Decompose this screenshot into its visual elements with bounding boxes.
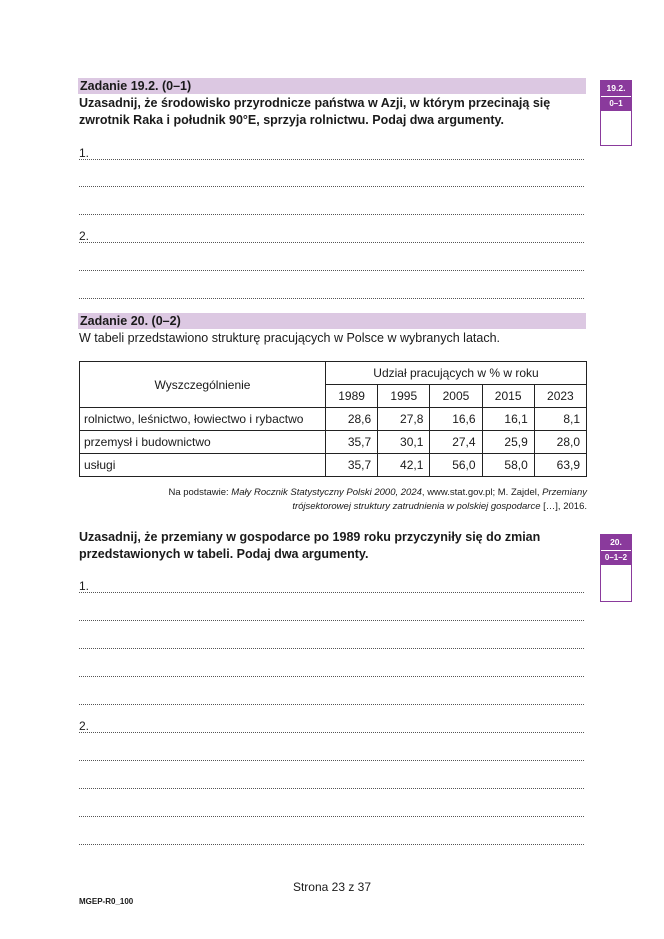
answer-line-20-1[interactable] (79, 579, 584, 593)
table-group-header: Udział pracujących w % w roku (326, 362, 587, 385)
task-19-2-header: Zadanie 19.2. (0–1) (78, 78, 586, 94)
source-title-2a: Przemiany (542, 487, 587, 498)
table-row (80, 454, 587, 477)
answer-line[interactable] (79, 775, 584, 789)
table-cell: 16,6 (430, 408, 482, 431)
source-mid: , www.stat.gov.pl; M. Zajdel, (421, 487, 543, 498)
row-label: usługi (80, 454, 326, 477)
source-prefix: Na podstawie: (168, 487, 232, 498)
year-header: 1989 (326, 385, 378, 408)
answer-line[interactable] (79, 831, 584, 845)
task-20-question: Uzasadnij, że przemiany w gospodarce po 1989 roku przyczyniły się do zmian przedstawionych w tabeli. Podaj dwa argumenty. (79, 530, 541, 561)
answer-line[interactable] (79, 747, 584, 761)
table-cell: 16,1 (482, 408, 534, 431)
answer-line[interactable] (79, 635, 584, 649)
answer-line-19-2[interactable] (79, 229, 584, 243)
table-source (79, 486, 587, 514)
score-range: 0–1–2 (601, 550, 631, 565)
task-19-2-question: Uzasadnij, że środowisko przyrodnicze państwa w Azji, w którym przecinają się zwrotnik Raka i południk 90°E, sprzyja rolnictwu. Podaj dwa argumenty. (79, 96, 551, 127)
source-title-2b: trójsektorowej struktury zatrudnienia w polskiej gospodarce (292, 501, 541, 512)
score-label: 20. (601, 535, 631, 550)
year-header: 2015 (482, 385, 534, 408)
answer-number: 2. (79, 719, 90, 733)
score-range: 0–1 (601, 96, 631, 111)
answer-line[interactable] (79, 607, 584, 621)
score-box-19-2 (600, 80, 632, 146)
score-label: 19.2. (601, 81, 631, 96)
table-row (80, 431, 587, 454)
answer-line-20-2[interactable] (79, 719, 584, 733)
table-cell: 58,0 (482, 454, 534, 477)
table-cell: 35,7 (326, 454, 378, 477)
table-cell: 8,1 (534, 408, 586, 431)
score-box-20 (600, 534, 632, 602)
year-header: 1995 (378, 385, 430, 408)
table-cell: 63,9 (534, 454, 586, 477)
row-label: przemysł i budownictwo (80, 431, 326, 454)
answer-number: 1. (79, 146, 90, 160)
answer-line[interactable] (79, 803, 584, 817)
table-cell: 35,7 (326, 431, 378, 454)
table-row-header: Wyszczególnienie (80, 362, 326, 408)
table-cell: 28,0 (534, 431, 586, 454)
exam-code: MGEP-R0_100 (79, 897, 134, 906)
row-label: rolnictwo, leśnictwo, łowiectwo i rybactwo (80, 408, 326, 431)
year-header: 2023 (534, 385, 586, 408)
answer-line[interactable] (79, 691, 584, 705)
answer-line[interactable] (79, 201, 584, 215)
table-cell: 56,0 (430, 454, 482, 477)
answer-line[interactable] (79, 257, 584, 271)
task-20-header: Zadanie 20. (0–2) (78, 313, 586, 329)
answer-number: 1. (79, 579, 90, 593)
source-title-1: Mały Rocznik Statystyczny Polski 2000, 2024 (231, 487, 422, 498)
source-end: […], 2016. (540, 501, 587, 512)
year-header: 2005 (430, 385, 482, 408)
task-20-intro: W tabeli przedstawiono strukturę pracujących w Polsce w wybranych latach. (79, 331, 501, 345)
table-cell: 27,4 (430, 431, 482, 454)
answer-line[interactable] (79, 663, 584, 677)
table-cell: 42,1 (378, 454, 430, 477)
table-row (80, 408, 587, 431)
table-cell: 25,9 (482, 431, 534, 454)
employment-structure-table (79, 361, 587, 477)
answer-line[interactable] (79, 285, 584, 299)
answer-number: 2. (79, 229, 90, 243)
table-cell: 27,8 (378, 408, 430, 431)
table-cell: 28,6 (326, 408, 378, 431)
answer-line[interactable] (79, 173, 584, 187)
answer-line-19-1[interactable] (79, 146, 584, 160)
page-number: Strona 23 z 37 (292, 880, 372, 894)
table-cell: 30,1 (378, 431, 430, 454)
